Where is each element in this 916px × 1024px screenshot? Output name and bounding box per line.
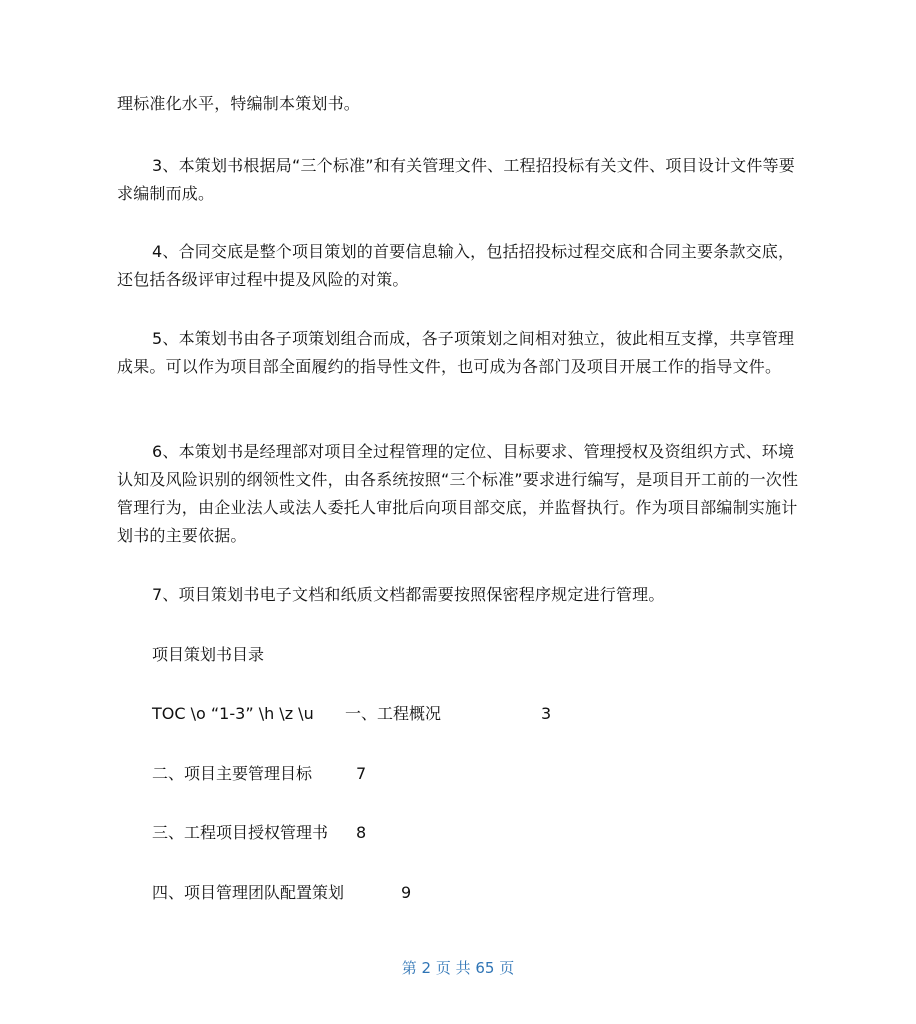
paragraph-item-4: 4、合同交底是整个项目策划的首要信息输入，包括招投标过程交底和合同主要条款交底，还包括各级评审过程中提及风险的对策。 <box>117 242 795 289</box>
toc-item-label: 一、工程概况 <box>345 704 442 723</box>
toc-item-page: 3 <box>541 704 552 723</box>
toc-item-page: 7 <box>356 764 367 783</box>
paragraph-item-7: 7、项目策划书电子文档和纸质文档都需要按照保密程序规定进行管理。 <box>152 585 665 604</box>
toc-item-label: 二、项目主要管理目标 <box>152 764 313 783</box>
toc-item-page: 8 <box>356 823 367 842</box>
toc-item-label: 三、工程项目授权管理书 <box>152 823 329 842</box>
paragraph-item-3: 3、本策划书根据局“三个标准”和有关管理文件、工程招投标有关文件、项目设计文件等要求编制而成。 <box>117 156 795 203</box>
toc-heading: 项目策划书目录 <box>152 645 265 664</box>
toc-item-page: 9 <box>401 883 412 902</box>
toc-item-label: 四、项目管理团队配置策划 <box>152 883 345 902</box>
paragraph-item-5: 5、本策划书由各子项策划组合而成，各子项策划之间相对独立，彼此相互支撑，共享管理成果。可以作为项目部全面履约的指导性文件，也可成为各部门及项目开展工作的指导文件。 <box>117 329 795 376</box>
paragraph-continuation: 理标准化水平，特编制本策划书。 <box>117 94 361 113</box>
page-footer: 第 2 页 共 65 页 <box>401 959 515 977</box>
toc-field-code: TOC \o “1-3” \h \z \u <box>152 704 314 723</box>
paragraph-item-6: 6、本策划书是经理部对项目全过程管理的定位、目标要求、管理授权及资组织方式、环境认知及风险识别的纲领性文件，由各系统按照“三个标准”要求进行编写，是项目开工前的一次性管理行为，由企业法人或法人委托人审批后向项目部交底，并监督执行。作为项目部编制实施计划书的主要依据。 <box>117 442 799 545</box>
